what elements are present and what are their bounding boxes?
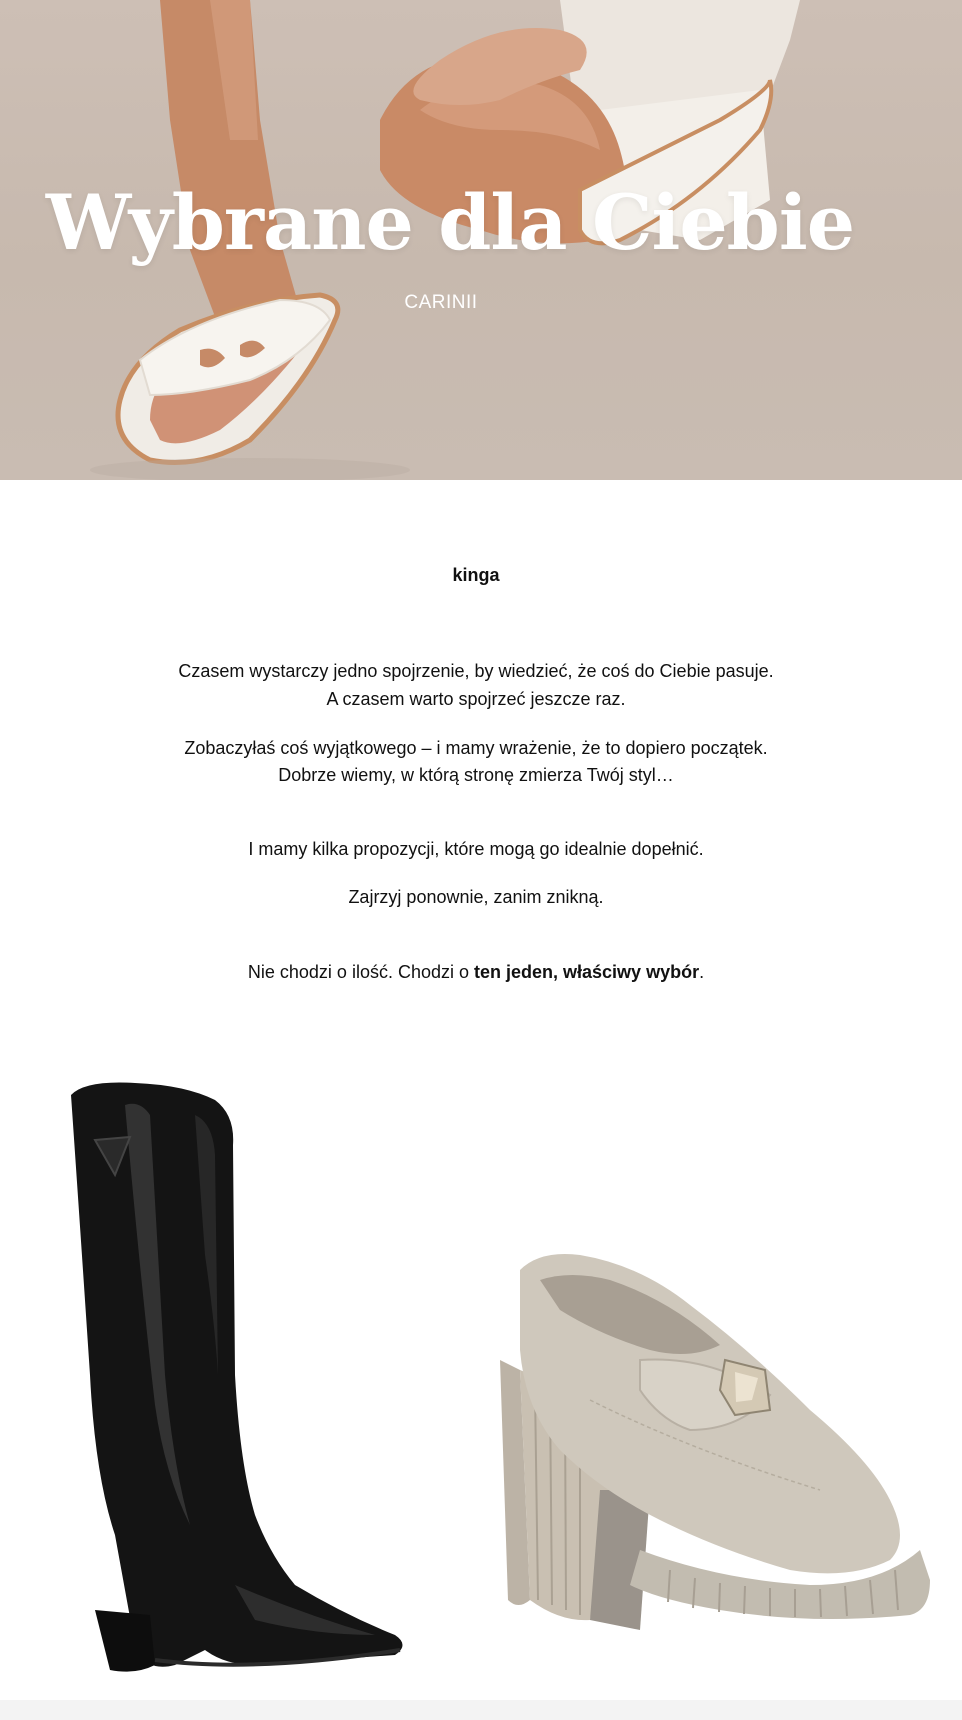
greeting-name: kinga [452, 565, 500, 585]
paragraph-2-line-1: Zobaczyłaś coś wyjątkowego – i mamy wrażenie, że to dopiero początek. [184, 738, 768, 758]
black-boot-image [55, 1075, 415, 1695]
paragraph-5 [0, 958, 952, 986]
product-beige-loafer[interactable] [490, 1250, 940, 1670]
paragraph-3: I mamy kilka propozycji, które mogą go idealnie dopełnić. [248, 839, 704, 859]
footer-strip [0, 1700, 962, 1720]
paragraph-2-line-2: Dobrze wiemy, w którą stronę zmierza Twój styl… [278, 765, 674, 785]
paragraph-5-start: Nie chodzi o ilość. Chodzi o [247, 962, 474, 982]
hero-brand: CARINII [404, 292, 478, 313]
beige-loafer-image [490, 1250, 940, 1670]
paragraph-1-line-2: A czasem warto spojrzeć jeszcze raz. [326, 689, 626, 709]
product-black-boot[interactable] [55, 1075, 415, 1695]
paragraph-5-end: . [699, 962, 705, 982]
paragraph-5-emphasis: ten jeden, właściwy wybór [474, 962, 700, 982]
paragraph-1-line-1: Czasem wystarczy jedno spojrzenie, by wiedzieć, że coś do Ciebie pasuje. [178, 661, 774, 681]
paragraph-4: Zajrzyj ponownie, zanim znikną. [348, 887, 604, 907]
hero-banner[interactable] [0, 0, 962, 480]
hero-title: Wybrane dla Ciebie [45, 178, 855, 267]
